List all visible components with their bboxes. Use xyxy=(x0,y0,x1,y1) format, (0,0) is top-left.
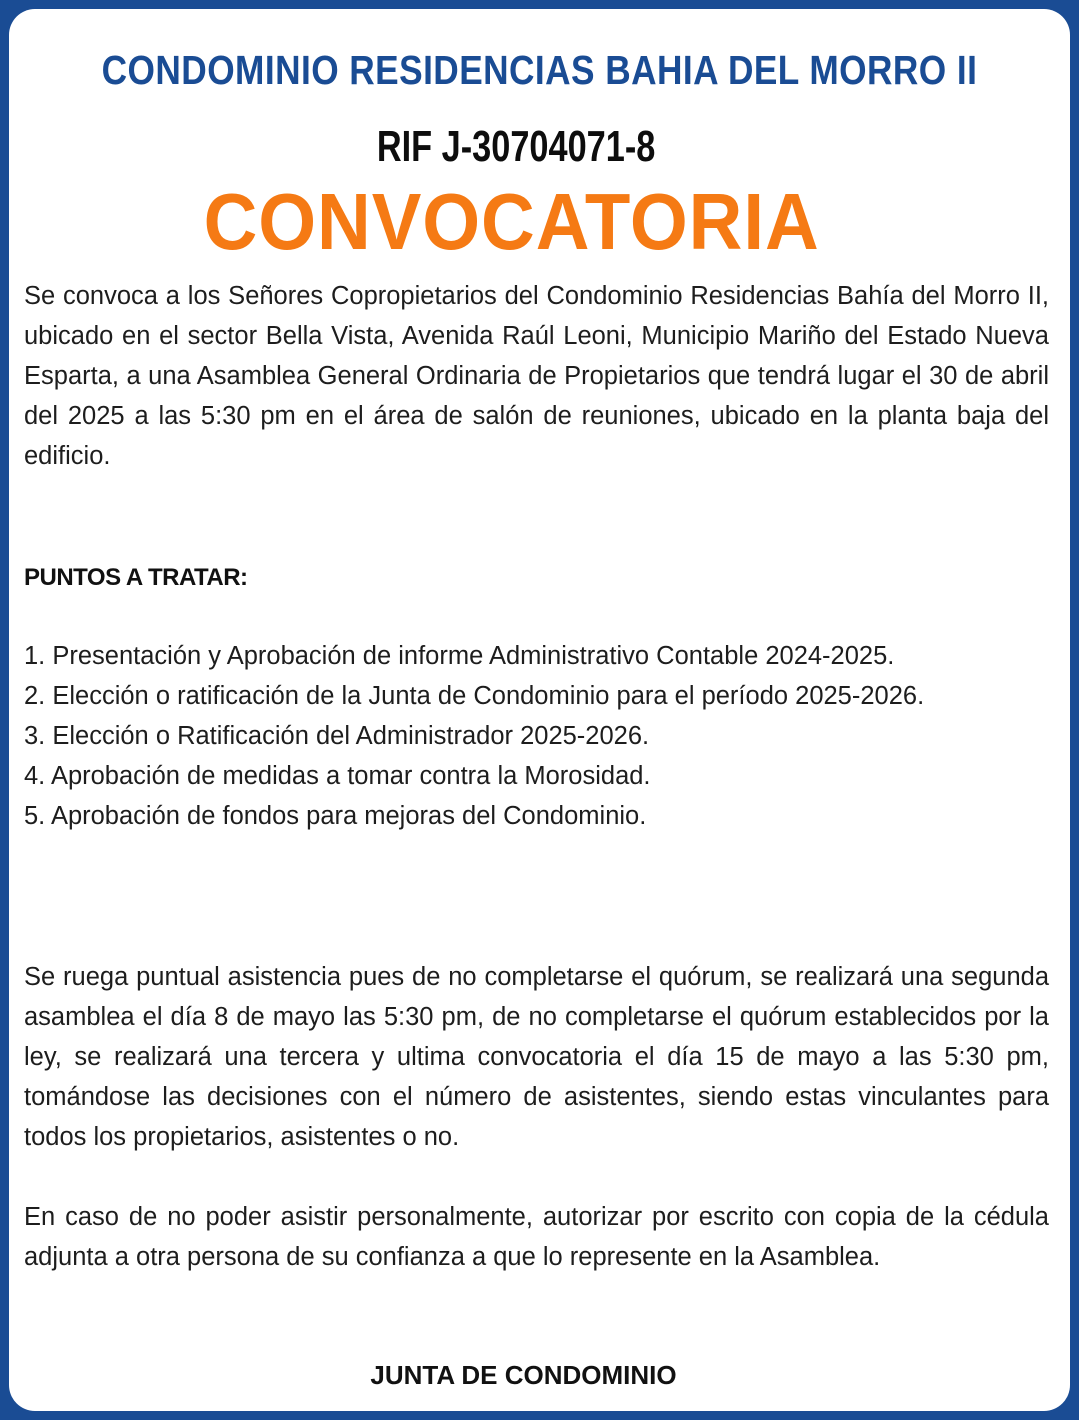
quorum-paragraph: Se ruega puntual asistencia pues de no completarse el quórum, se realizará una segunda asamblea el día 8 de mayo las 5:30 pm, de no completarse el quórum establecidos por la ley, se realizará una tercera y ultima convocatoria el día 15 de mayo a las 5:30 pm, tomándose las decisiones con el número de asistentes, siendo estas vinculantes para todos los propietarios, asistentes o no. xyxy=(24,963,1049,1151)
agenda-item: 3. Elección o Ratificación del Administrador 2025-2026. xyxy=(24,722,650,750)
rif-number: RIF J-30704071-8 xyxy=(376,122,656,171)
notice-card xyxy=(9,9,1070,1411)
convocatoria-heading: CONVOCATORIA xyxy=(203,177,820,266)
intro-paragraph: Se convoca a los Señores Copropietarios del Condominio Residencias Bahía del Morro II, ubicado en el sector Bella Vista, Avenida Raúl Leoni, Municipio Mariño del Estado Nueva Esparta, a una Asamblea General Ordinaria de Propietarios que tendrá lugar el 30 de abril del 2025 a las 5:30 pm en el área de salón de reuniones, ubicado en la planta baja del edificio. xyxy=(24,282,1049,470)
agenda-item: 4. Aprobación de medidas a tomar contra la Morosidad. xyxy=(24,762,651,790)
agenda-list xyxy=(24,636,1049,836)
agenda-item: 1. Presentación y Aprobación de informe Administrativo Contable 2024-2025. xyxy=(24,642,895,670)
proxy-paragraph: En caso de no poder asistir personalmente, autorizar por escrito con copia de la cédula adjunta a otra persona de su confianza a que lo represente en la Asamblea. xyxy=(24,1203,1049,1271)
agenda-title: PUNTOS A TRATAR: xyxy=(24,564,248,591)
signature: JUNTA DE CONDOMINIO xyxy=(370,1360,677,1390)
agenda-item: 2. Elección o ratificación de la Junta de Condominio para el período 2025-2026. xyxy=(24,682,925,710)
agenda-item: 5. Aprobación de fondos para mejoras del Condominio. xyxy=(24,802,647,830)
condominium-title: CONDOMINIO RESIDENCIAS BAHIA DEL MORRO II xyxy=(101,47,978,93)
